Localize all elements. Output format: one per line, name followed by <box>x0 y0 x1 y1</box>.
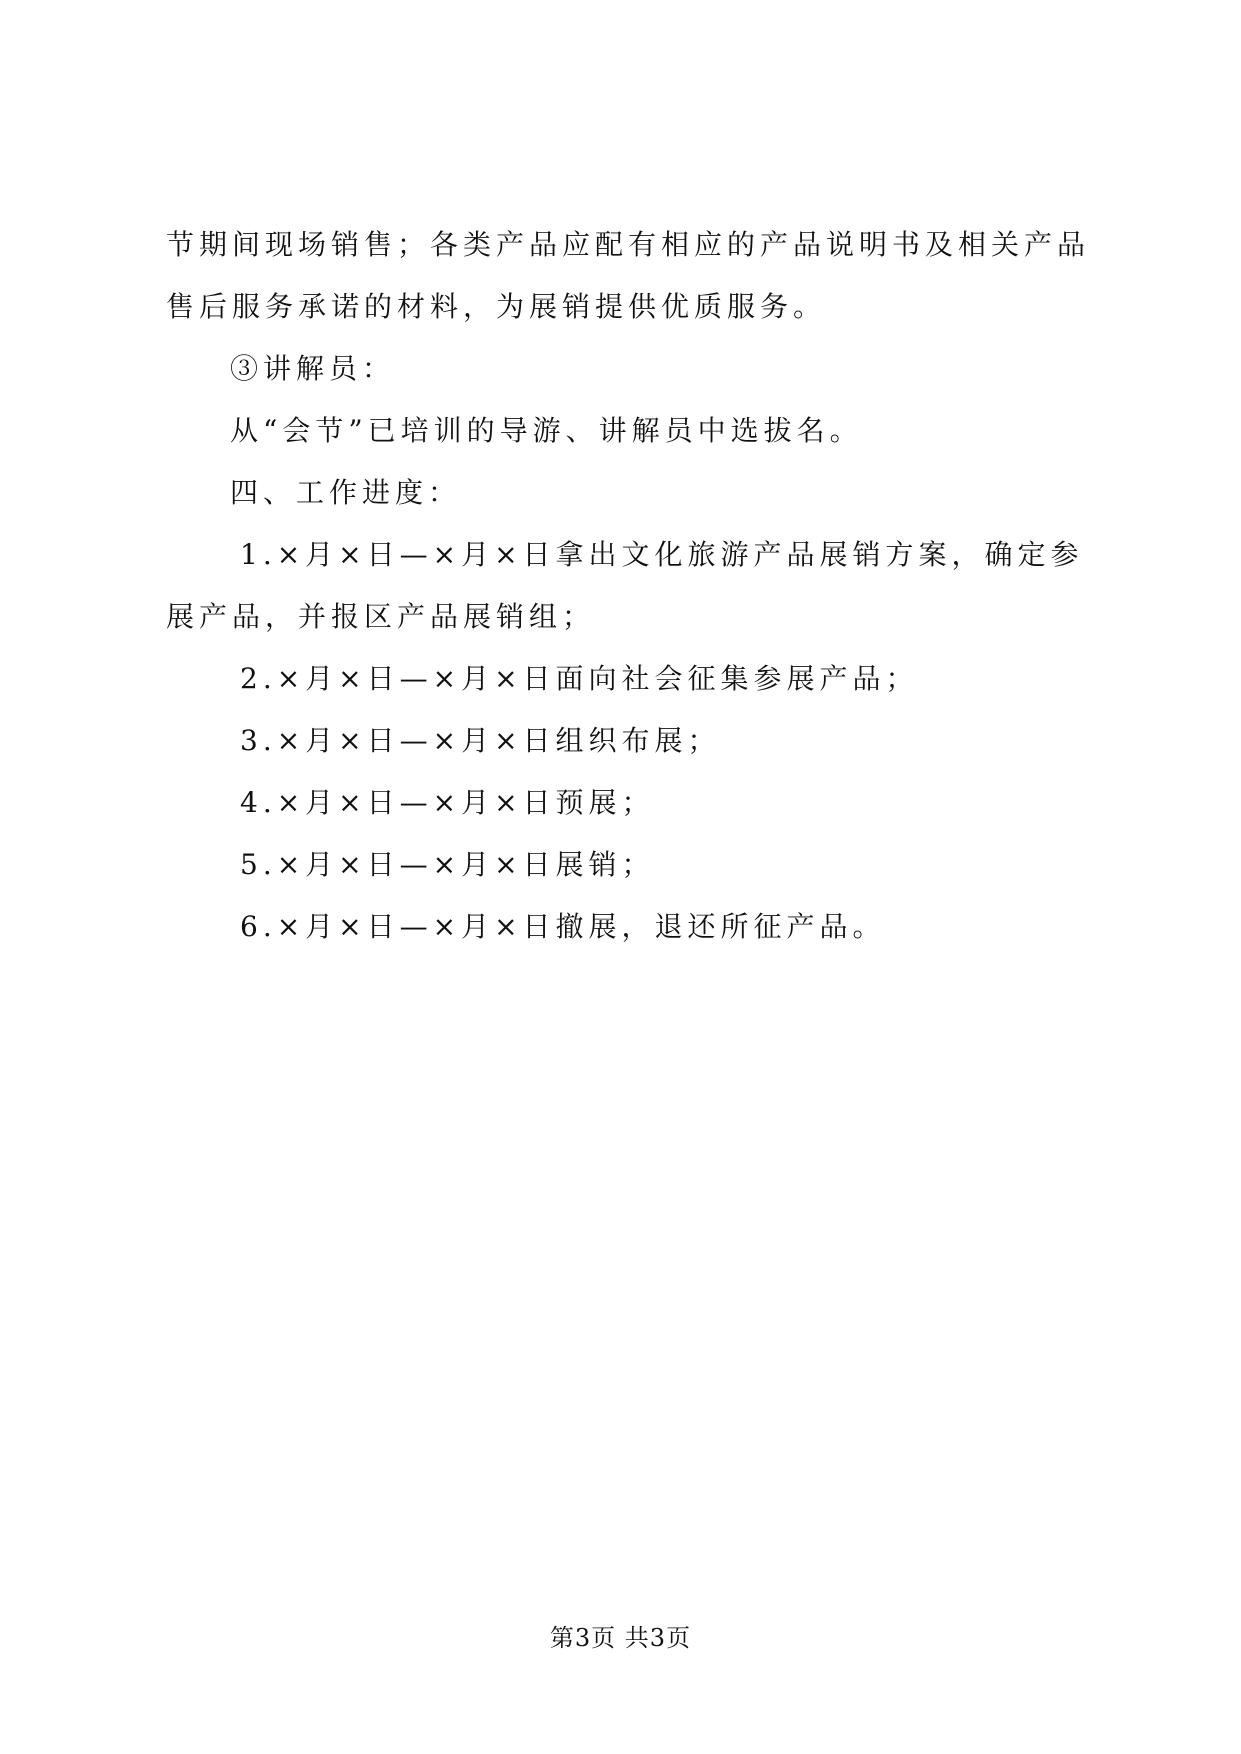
list-item: 1.×月×日—×月×日拿出文化旅游产品展销方案，确定参 <box>240 538 1084 571</box>
paragraph-line: 从“会节”已培训的导游、讲解员中选拔名。 <box>230 414 863 447</box>
list-item: 2.×月×日—×月×日面向社会征集参展产品； <box>240 662 919 695</box>
list-item-continuation: 展产品，并报区产品展销组； <box>166 600 596 633</box>
page-number-footer: 第3页 共3页 <box>549 1624 692 1652</box>
list-item: 4.×月×日—×月×日预展； <box>240 786 655 819</box>
list-item: 6.×月×日—×月×日撤展，退还所征产品。 <box>240 910 886 943</box>
paragraph-line: 售后服务承诺的材料，为展销提供优质服务。 <box>166 290 827 323</box>
list-item: 5.×月×日—×月×日展销； <box>240 848 655 881</box>
document-body <box>166 228 1091 972</box>
paragraph-line: 节期间现场销售；各类产品应配有相应的产品说明书及相关产品 <box>166 228 1091 261</box>
section-heading: 四、工作进度： <box>230 476 462 509</box>
subsection-heading: ③讲解员： <box>230 352 396 385</box>
list-item: 3.×月×日—×月×日组织布展； <box>240 724 721 757</box>
